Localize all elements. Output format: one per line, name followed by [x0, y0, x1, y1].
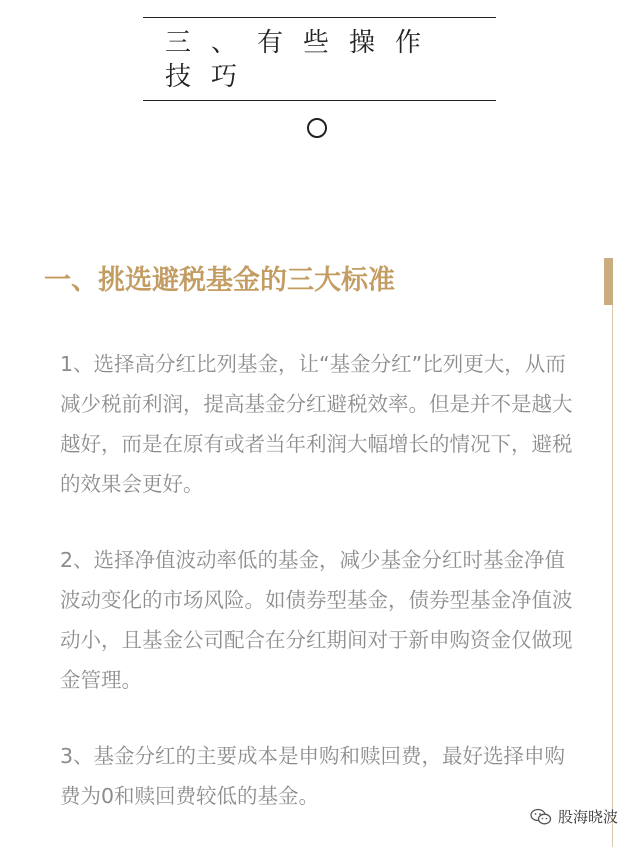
side-rule	[612, 258, 613, 847]
title-box	[143, 17, 496, 101]
wechat-icon	[530, 808, 552, 826]
title-end-mark	[307, 118, 327, 138]
paragraph-3: 3、基金分红的主要成本是申购和赎回费，最好选择申购费为0和赎回费较低的基金。	[60, 744, 566, 808]
paragraph-2: 2、选择净值波动率低的基金，减少基金分红时基金净值波动变化的市场风险。如债券型基金，债券型基金净值波动小，且基金公司配合在分红期间对于新申购资金仅做现金管理。	[60, 548, 573, 692]
page-title: 三、有些操作技巧	[165, 28, 442, 92]
watermark-text: 股海晓波	[557, 808, 618, 826]
paragraph-1: 1、选择高分红比列基金，让“基金分红”比列更大，从而减少税前利润，提高基金分红避税效率。但是并不是越大越好，而是在原有或者当年利润大幅增长的情况下，避税的效果会更好。	[60, 352, 573, 496]
watermark	[530, 806, 618, 827]
section-heading: 一、挑选避税基金的三大标准	[44, 265, 395, 296]
side-accent-bar	[604, 258, 613, 305]
